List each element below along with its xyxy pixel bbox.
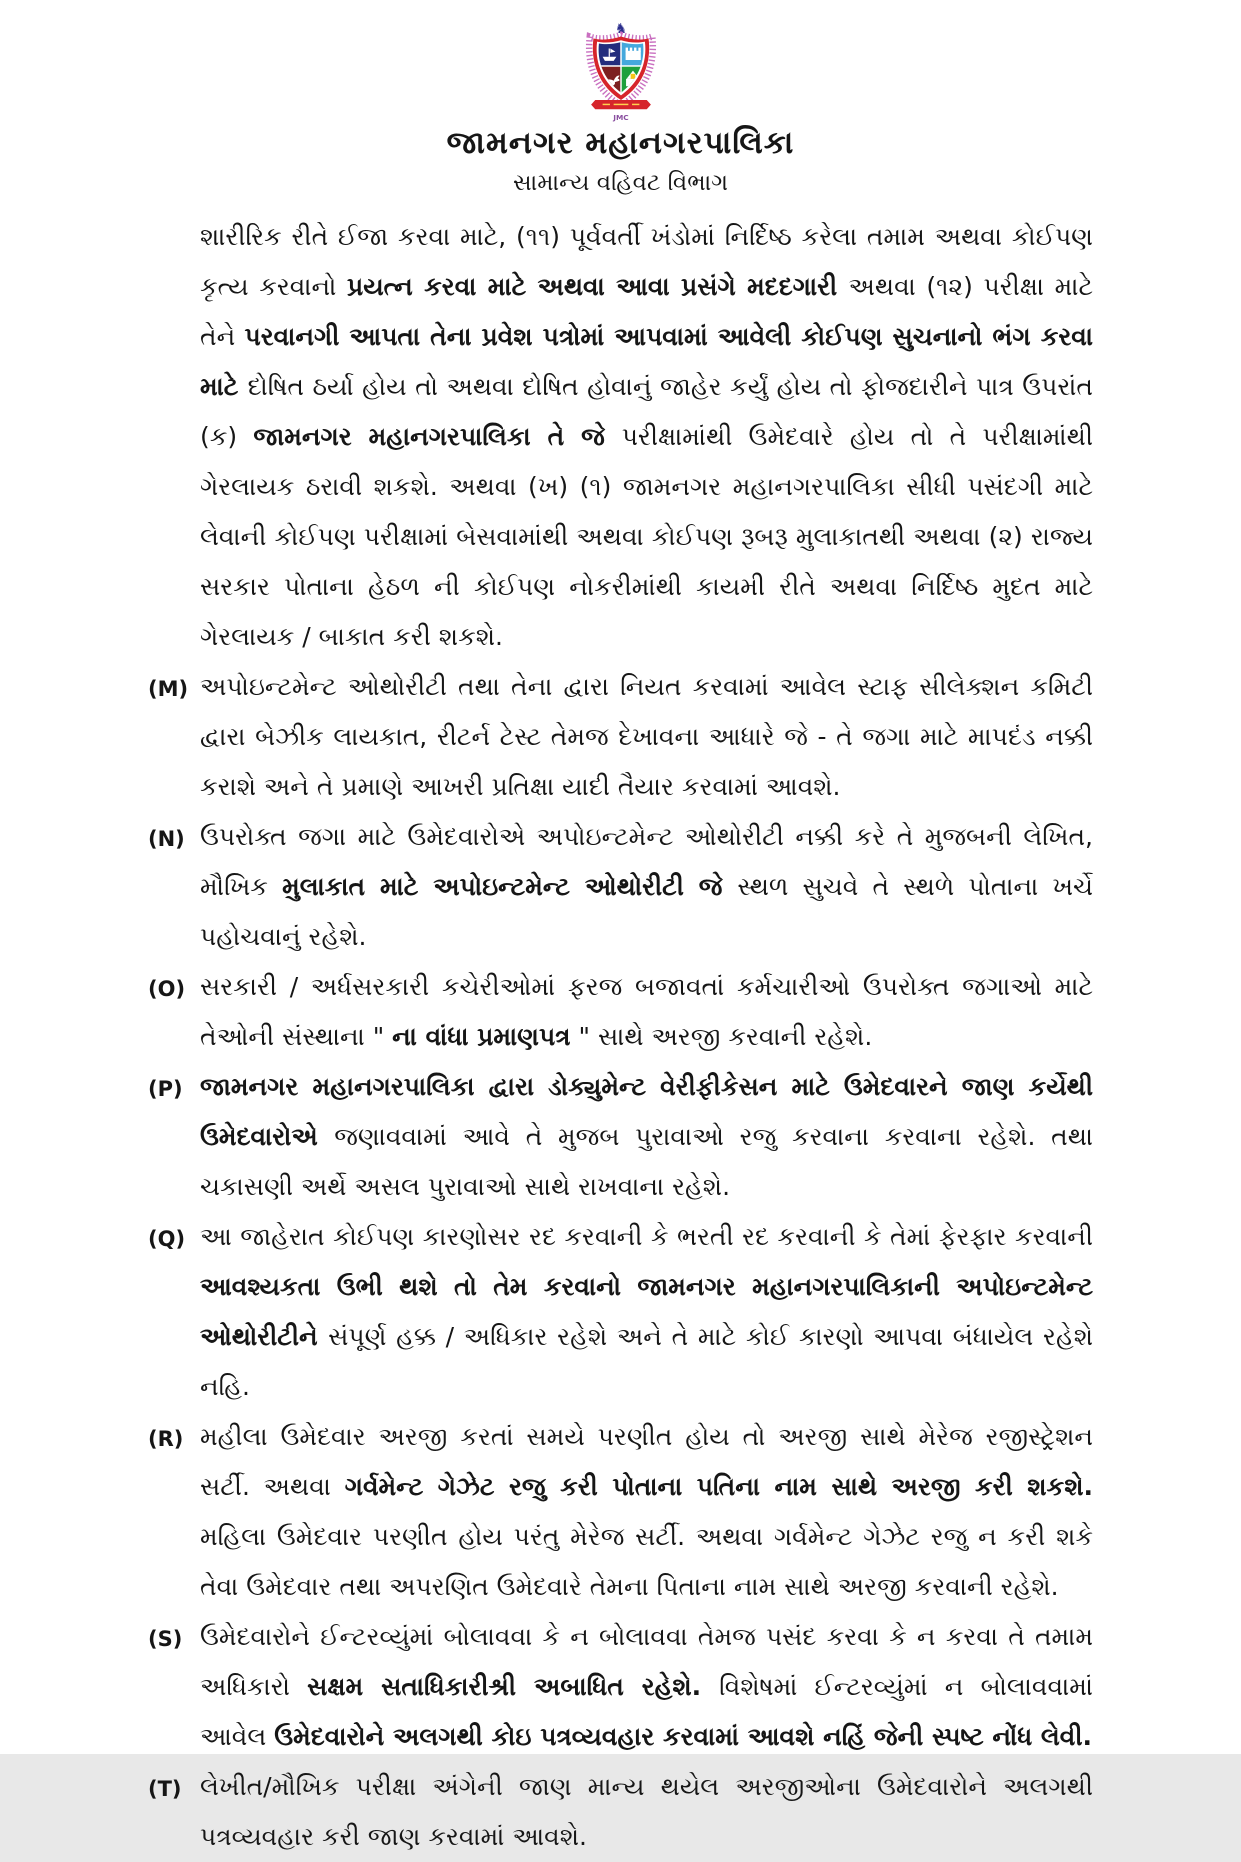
clause-row bbox=[148, 1762, 1093, 1862]
text-segment: વિશેષમાં ઈન્ટરવ્યુંમાં ન બોલાવવામાં આવેલ bbox=[200, 1672, 1093, 1751]
clauses-list bbox=[148, 212, 1093, 1862]
clause-text bbox=[200, 1412, 1093, 1612]
document-header bbox=[148, 20, 1093, 196]
text-segment: જણાવવામાં આવે તે મુજબ પુરાવાઓ રજુ કરવાના કરવાના રહેશે. તથા ચકાસણી અર્થે અસલ પુરાવાઓ સાથે રાખવાના રહેશે. bbox=[200, 1122, 1093, 1201]
text-segment: ઉમેદવારોને ઈન્ટરવ્યુંમાં બોલાવવા કે ન બોલાવવા તેમજ પસંદ કરવા કે ન કરવા તે તમામ અધિકારો bbox=[200, 1622, 1093, 1701]
text-segment: ના વાંધા પ્રમાણપત્ર bbox=[392, 1022, 571, 1051]
text-segment: મુલાકાત માટે અપોઇન્ટમેન્ટ ઓથોરીટી જે bbox=[282, 872, 738, 901]
clause-label: (T) bbox=[148, 1777, 182, 1801]
clause-label: (M) bbox=[148, 677, 189, 701]
municipal-emblem-icon bbox=[575, 20, 667, 123]
clause-text bbox=[200, 1062, 1093, 1212]
clause-label: (O) bbox=[148, 977, 186, 1001]
clause-text bbox=[200, 1612, 1093, 1762]
text-segment: ગર્વમેન્ટ ગેઝેટ રજુ કરી પોતાના પતિના નામ સાથે અરજી કરી શકશે. bbox=[344, 1472, 1093, 1501]
clause-text bbox=[200, 662, 1093, 812]
text-segment: " સાથે અરજી કરવાની રહેશે. bbox=[570, 1022, 873, 1051]
clause-label: (Q) bbox=[148, 1227, 186, 1251]
horse-crest-icon: ♞ bbox=[614, 20, 627, 37]
text-segment: ઉમેદવારોને અલગથી કોઇ પત્રવ્યવહાર કરવામાં આવશે નહિં જેની સ્પષ્ટ નોંધ લેવી. bbox=[274, 1722, 1093, 1751]
page-title: જામનગર મહાનગરપાલિકા bbox=[446, 125, 795, 161]
clause-row bbox=[148, 812, 1093, 962]
text-segment: સરકારી / અર્ધસરકારી કચેરીઓમાં ફરજ બજાવતાં કર્મચારીઓ ઉપરોક્ત જગાઓ માટે તેઓની સંસ્થાના " bbox=[200, 972, 1093, 1051]
clause-text bbox=[200, 212, 1093, 662]
shield-quadrants bbox=[597, 38, 645, 95]
clause-text bbox=[200, 812, 1093, 962]
text-segment: દોષિત ઠર્યા હોય તો અથવા દોષિત હોવાનું જાહેર કર્યું હોય તો ફોજદારીને પાત્ર ઉપરાંત (ક) bbox=[200, 372, 1093, 451]
clause-row bbox=[148, 212, 1093, 662]
clause-label: (N) bbox=[148, 827, 185, 851]
text-segment: મહિલા ઉમેદવાર પરણીત હોય પરંતુ મેરેજ સર્ટી. અથવા ગર્વમેન્ટ ગેઝેટ રજુ ન કરી શકે તેવા ઉમેદવાર તથા અપરણિત ઉમેદવારે તેમના પિતાના નામ સાથે અરજી કરવાની રહેશે. bbox=[200, 1522, 1093, 1601]
clause-row bbox=[148, 962, 1093, 1062]
emblem-caption: JMC bbox=[612, 113, 629, 123]
text-segment: સ્થળ સુચવે તે સ્થળે પોતાના ખર્ચે પહોચવાનું રહેશે. bbox=[200, 872, 1094, 951]
text-segment: સક્ષમ સતાધિકારીશ્રી અબાધિત રહેશે. bbox=[307, 1672, 720, 1701]
clause-row bbox=[148, 662, 1093, 812]
text-segment: પરવાનગી આપતા તેના પ્રવેશ પત્રોમાં આપવામાં આવેલી કોઈપણ સુચનાનો ભંગ કરવા માટે bbox=[200, 322, 1093, 401]
clause-row bbox=[148, 1062, 1093, 1212]
clause-text bbox=[200, 962, 1093, 1062]
clause-label bbox=[148, 212, 200, 214]
clause-row bbox=[148, 1612, 1093, 1762]
text-segment: અપોઇન્ટમેન્ટ ઓથોરીટી તથા તેના દ્વારા નિયત કરવામાં આવેલ સ્ટાફ સીલેક્શન કમિટી દ્વારા બેઝીક લાયકાત, રીટર્ન ટેસ્ટ તેમજ દેખાવના આધારે જે - તે જગા માટે માપદંડ નક્કી કરાશે અને તે પ્રમાણે આખરી પ્રતિક્ષા યાદી તૈયાર કરવામાં આવશે. bbox=[200, 672, 1093, 801]
text-segment: સંપૂર્ણ હક્ક / અધિકાર રહેશે અને તે માટે કોઈ કારણો આપવા બંધાયેલ રહેશે નહિ. bbox=[200, 1322, 1093, 1401]
clause-text bbox=[200, 1762, 1093, 1862]
text-segment: લેખીત/મૌખિક પરીક્ષા અંગેની જાણ માન્ય થયેલ અરજીઓના ઉમેદવારોને અલગથી પત્રવ્યવહાર કરી જાણ કરવામાં આવશે. bbox=[200, 1772, 1093, 1851]
text-segment: અથવા (૧૨) પરીક્ષા માટે તેને bbox=[200, 272, 1093, 351]
text-segment: જામનગર મહાનગરપાલિકા તે જે bbox=[253, 422, 622, 451]
clause-label: (S) bbox=[148, 1627, 183, 1651]
text-segment: ઉપરોક્ત જગા માટે ઉમેદવારોએ અપોઇન્ટમેન્ટ ઓથોરીટી નક્કી કરે તે મુજબની લેખિત, મૌખિક bbox=[200, 822, 1093, 901]
text-segment: શારીરિક રીતે ઈજા કરવા માટે, (૧૧) પૂર્વવર્તી ખંડોમાં નિર્દિષ્ઠ કરેલા તમામ અથવા કોઈપણ કૃત્ય કરવાનો bbox=[200, 222, 1093, 301]
clause-text bbox=[200, 1212, 1093, 1412]
clause-label: (R) bbox=[148, 1427, 184, 1451]
text-segment: મહીલા ઉમેદવાર અરજી કરતાં સમયે પરણીત હોય તો અરજી સાથે મેરેજ રજીસ્ટ્રેશન સર્ટી. અથવા bbox=[200, 1422, 1093, 1501]
ribbon-banner bbox=[591, 100, 651, 109]
clause-row bbox=[148, 1212, 1093, 1412]
page-subtitle: સામાન્ય વહિવટ વિભાગ bbox=[512, 170, 729, 196]
text-segment: પ્રયત્ન કરવા માટે અથવા આવા પ્રસંગે મદદગારી bbox=[346, 272, 849, 301]
text-segment: આ જાહેરાત કોઈપણ કારણોસર રદ કરવાની કે ભરતી રદ કરવાની કે તેમાં ફેરફાર કરવાની bbox=[200, 1222, 1093, 1251]
text-segment: પરીક્ષામાંથી ઉમેદવારે હોય તો તે પરીક્ષામાંથી ગેરલાયક ઠરાવી શકશે. અથવા (ખ) (૧) જામનગર મહાનગરપાલિકા સીધી પસંદગી માટે લેવાની કોઈપણ પરીક્ષામાં બેસવામાંથી અથવા કોઈપણ રૂબરૂ મુલાકાતથી અથવા (૨) રાજ્ય સરકાર પોતાના હેઠળ ની કોઈપણ નોકરીમાંથી કાયમી રીતે અથવા નિર્દિષ્ઠ મુદત માટે ગેરલાયક / બાકાત કરી શકશે. bbox=[200, 422, 1094, 651]
text-segment: આવશ્યકતા ઉભી થશે તો તેમ કરવાનો જામનગર મહાનગરપાલિકાની અપોઇન્ટમેન્ટ ઓથોરીટીને bbox=[200, 1272, 1093, 1351]
text-segment: જામનગર મહાનગરપાલિકા દ્વારા ડોક્યુમેન્ટ વેરીફીકેસન માટે ઉમેદવારને જાણ કર્યેથી ઉમેદવારોએ bbox=[200, 1072, 1093, 1151]
clause-label: (P) bbox=[148, 1077, 183, 1101]
clause-row bbox=[148, 1412, 1093, 1612]
